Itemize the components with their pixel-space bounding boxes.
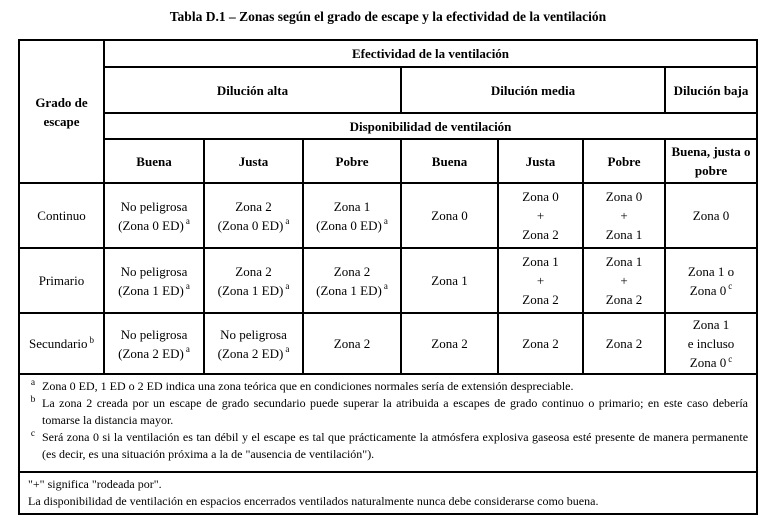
cell-line: Zona 1 (431, 273, 468, 288)
zone-cell (498, 183, 583, 248)
grade-cell (19, 248, 104, 313)
cell-line: + (620, 273, 628, 288)
zone-cell (104, 183, 204, 248)
table-body (19, 183, 757, 374)
footnote (24, 378, 750, 395)
footnote-marker: b (30, 395, 36, 405)
footnote (24, 395, 750, 429)
cell-line: Zona 2 (235, 263, 272, 279)
header-row-availability (19, 113, 757, 139)
cell-line: + (536, 208, 545, 223)
footnote-ref: a (285, 216, 290, 227)
zone-cell (583, 313, 665, 374)
cell-line: Zona 2 (333, 336, 371, 351)
col-header-buena-1: Buena (104, 139, 204, 183)
cell-line: (Zona 0 ED) $^a$ (118, 216, 190, 233)
cell-line: (Zona 0 ED) $^a$ (316, 216, 388, 233)
zone-cell (665, 313, 757, 374)
zone-cell (401, 248, 498, 313)
header-row-dilution (19, 67, 757, 113)
cell-line: No peligrosa (120, 263, 188, 279)
notes-cell (19, 472, 757, 514)
col-header-buena-justa-pobre: Buena, justa o pobre (665, 139, 757, 183)
table-footer (19, 374, 757, 514)
cell-line: Continuo (37, 208, 86, 223)
zone-cell (104, 313, 204, 374)
zone-cell (665, 248, 757, 313)
zone-cell (583, 248, 665, 313)
grade-cell (19, 183, 104, 248)
cell-line: No peligrosa (220, 326, 287, 342)
header-dilucion-media: Dilución media (401, 67, 665, 113)
cell-line: Secundario $^b$ (29, 334, 94, 351)
cell-line: + (536, 273, 545, 288)
zone-cell (303, 313, 401, 374)
footnote-text: Será zona 0 si la ventilación es tan débil y el escape es tal que prácticamente la atmósfera explosiva gaseosa esté presente de manera permanente (es decir, es una situación próxima a la de "ausencia de ventilación"). (42, 430, 749, 461)
footnote-ref: a (185, 216, 190, 227)
zone-cell (204, 313, 303, 374)
cell-line: Zona 1 (692, 317, 730, 332)
cell-line: Zona 0 $^c$ (689, 353, 733, 370)
cell-line: Zona 1 (605, 254, 643, 269)
cell-line: Zona 0 (692, 208, 730, 223)
table-row (19, 183, 757, 248)
footnote-ref: c (728, 353, 733, 364)
zone-cell (204, 183, 303, 248)
col-header-pobre-2: Pobre (583, 139, 665, 183)
table-row (19, 313, 757, 374)
footnote-text: La zona 2 creada por un escape de grado secundario puede superar la atribuida a escapes de grado continuo o primario; en este caso debería tomarse la distancia mayor. (42, 396, 749, 427)
cell-line: Zona 2 (605, 292, 643, 307)
note-line: "+" significa "rodeada por". (28, 477, 162, 491)
cell-line: (Zona 1 ED) $^a$ (118, 281, 190, 298)
zone-cell (401, 313, 498, 374)
cell-line: + (620, 208, 628, 223)
cell-line: Zona 2 (235, 198, 272, 214)
cell-line: Zona 2 (333, 263, 371, 279)
cell-line: (Zona 2 ED) $^a$ (118, 344, 190, 361)
zones-table (18, 39, 758, 515)
cell-line: Zona 1 o (687, 263, 735, 279)
cell-line: Zona 1 (522, 254, 559, 269)
col-header-justa-2: Justa (498, 139, 583, 183)
header-disponibilidad-ventilacion: Disponibilidad de ventilación (104, 113, 757, 139)
zone-cell (401, 183, 498, 248)
notes-row (19, 472, 757, 514)
cell-line: (Zona 0 ED) $^a$ (217, 216, 290, 233)
cell-line: Zona 0 $^c$ (689, 281, 733, 298)
cell-line: Zona 0 (605, 189, 643, 204)
footnote-ref: a (383, 216, 388, 227)
cell-line: Primario (38, 273, 85, 288)
table-header (19, 40, 757, 183)
footnote-ref: b (89, 334, 94, 345)
col-header-buena-2: Buena (401, 139, 498, 183)
header-row-levels (19, 139, 757, 183)
cell-line: Zona 2 (522, 292, 559, 307)
cell-line: (Zona 1 ED) $^a$ (217, 281, 290, 298)
cell-line: (Zona 2 ED) $^a$ (217, 344, 290, 361)
footnote-ref: a (383, 281, 388, 292)
cell-line: Zona 1 (333, 198, 371, 214)
cell-line: Zona 2 (605, 336, 643, 351)
cell-line: No peligrosa (120, 326, 188, 342)
zone-cell (583, 183, 665, 248)
footnotes-row (19, 374, 757, 472)
cell-line: Zona 1 (605, 227, 643, 242)
header-dilucion-alta: Dilución alta (104, 67, 401, 113)
zone-cell (498, 248, 583, 313)
cell-line: Zona 0 (431, 208, 468, 223)
zone-cell (104, 248, 204, 313)
col-header-pobre-1: Pobre (303, 139, 401, 183)
cell-line: Zona 2 (431, 336, 468, 351)
cell-line: Zona 0 (522, 189, 559, 204)
footnote (24, 429, 750, 463)
corner-header-grado-de-escape: Grado de escape (19, 40, 104, 183)
header-row-effectiveness (19, 40, 757, 67)
footnote-ref: a (285, 281, 290, 292)
header-efectividad-ventilacion: Efectividad de la ventilación (104, 40, 757, 67)
footnote-ref: a (185, 344, 190, 355)
footnote-ref: a (285, 344, 290, 355)
footnote-marker: a (30, 378, 36, 388)
zone-cell (498, 313, 583, 374)
note-line: La disponibilidad de ventilación en espacios encerrados ventilados naturalmente nunca debe considerarse como buena. (28, 494, 599, 508)
table-row (19, 248, 757, 313)
cell-line: e incluso (687, 336, 735, 351)
footnotes-cell (19, 374, 757, 472)
cell-line: (Zona 1 ED) $^a$ (316, 281, 388, 298)
footnote-ref: c (728, 281, 733, 292)
cell-line: Zona 2 (522, 227, 559, 242)
cell-line: No peligrosa (120, 198, 188, 214)
zone-cell (204, 248, 303, 313)
table-title: Tabla D.1 – Zonas según el grado de escape y la efectividad de la ventilación (169, 9, 607, 24)
header-dilucion-baja: Dilución baja (665, 67, 757, 113)
col-header-justa-1: Justa (204, 139, 303, 183)
grade-cell (19, 313, 104, 374)
footnote-ref: a (185, 281, 190, 292)
cell-line: Zona 2 (522, 336, 559, 351)
zone-cell (665, 183, 757, 248)
footnote-marker: c (30, 429, 36, 439)
zone-cell (303, 183, 401, 248)
zone-cell (303, 248, 401, 313)
footnote-text: Zona 0 ED, 1 ED o 2 ED indica una zona teórica que en condiciones normales sería de extensión despreciable. (42, 379, 574, 393)
